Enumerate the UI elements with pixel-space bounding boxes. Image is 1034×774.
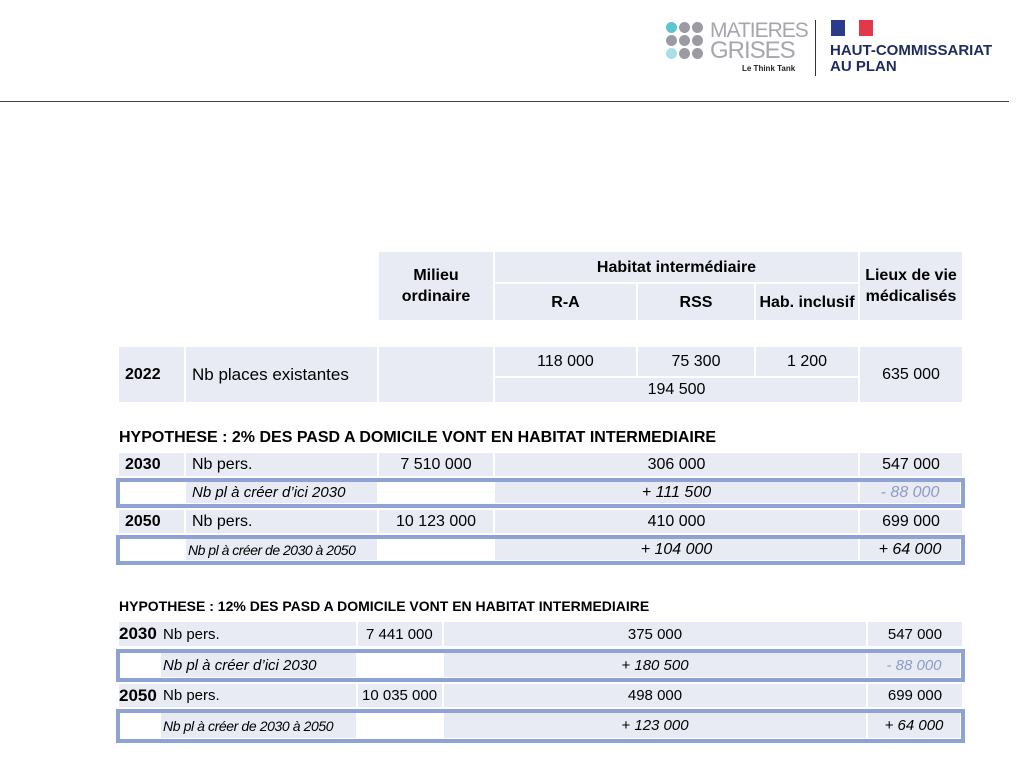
hyp2-2050-lieux: 699 000 [868,684,962,707]
hyp1-2030-lieux: 547 000 [860,453,962,476]
matieres-grises-logo [664,19,808,76]
header-rule [0,101,1009,102]
hyp1-2030-hab: 306 000 [495,453,858,476]
col-header-lieux: Lieux de vie médicalisés [860,252,962,320]
hyp2-2030-year: 2030 [119,622,161,646]
hyp1-create2030-label: Nb pl à créer d’ici 2030 [186,482,377,503]
hyp2-create2030-hab: + 180 500 [444,653,866,677]
hcp-line2: AU PLAN [830,58,897,75]
col-header-rss: RSS [638,284,754,320]
hyp2-title: HYPOTHESE : 12% DES PASD A DOMICILE VONT EN HABITAT INTERMEDIAIRE [119,598,650,614]
hyp1-create2030-lieux: - 88 000 [860,482,960,503]
hyp1-create2050-lieux: + 64 000 [860,539,960,560]
hyp2-create2030-lieux: - 88 000 [868,653,960,677]
hyp2-create2030-milieu [358,653,442,677]
hyp2-2030-lieux: 547 000 [868,622,962,646]
republique-francaise-flag-icon [831,20,873,36]
hyp1-create2050-year [121,539,184,560]
hyp2-2050-year: 2050 [119,684,161,707]
hyp2-2030-hab: 375 000 [444,622,866,646]
col-header-habitat: Habitat intermédiaire [495,252,858,282]
hyp2-create2050-milieu [358,713,442,738]
hyp1-create2050-milieu [379,539,493,560]
hyp1-2030-label: Nb pers. [186,453,377,476]
hyp2-create2050-year [121,713,161,738]
hyp2-create2050-label: Nb pl à créer de 2030 à 2050 [161,713,356,738]
hyp1-2050-label: Nb pers. [186,510,377,533]
hyp1-create2030-milieu [379,482,493,503]
hyp1-create2030-hab: + 111 500 [495,482,858,503]
row-2022-label: Nb places existantes [186,347,377,402]
hyp2-2030-label: Nb pers. [161,622,356,646]
hyp2-create2030-year [121,653,161,677]
mg-logo-line1: MATIERES [710,19,808,42]
hyp2-create2030-label: Nb pl à créer d’ici 2030 [161,653,356,677]
row-2022-milieu [379,347,493,402]
hyp2-create2050-hab: + 123 000 [444,713,866,738]
col-header-ra: R-A [495,284,636,320]
hyp1-2050-lieux: 699 000 [860,510,962,533]
hyp1-create2030-year [121,482,184,503]
row-2022-incl: 1 200 [756,347,858,376]
hyp2-create2050-lieux: + 64 000 [868,713,960,738]
hyp2-2030-milieu: 7 441 000 [358,622,442,646]
mg-logo-sub: Le Think Tank [742,64,796,73]
hyp2-2050-hab: 498 000 [444,684,866,707]
row-2022-year: 2022 [119,347,184,402]
col-header-hab-inclusif: Hab. inclusif [756,284,858,320]
hyp1-title: HYPOTHESE : 2% DES PASD A DOMICILE VONT EN HABITAT INTERMEDIAIRE [119,429,717,446]
hyp1-2050-milieu: 10 123 000 [379,510,493,533]
hyp1-create2050-hab: + 104 000 [495,539,858,560]
hyp1-create2050-label: Nb pl à créer de 2030 à 2050 [186,539,377,560]
hyp1-2050-year: 2050 [119,510,184,533]
row-2022-rss: 75 300 [638,347,754,376]
logo-divider [815,20,816,76]
hyp2-2050-label: Nb pers. [161,684,356,707]
hyp1-2030-milieu: 7 510 000 [379,453,493,476]
row-2022-ra: 118 000 [495,347,636,376]
hcp-line1: HAUT-COMMISSARIAT [830,42,993,59]
hyp2-2050-milieu: 10 035 000 [358,684,442,707]
hyp1-2050-hab: 410 000 [495,510,858,533]
row-2022-hab-total: 194 500 [495,378,858,402]
row-2022-lieux: 635 000 [860,347,962,402]
hyp1-2030-year: 2030 [119,453,184,476]
mg-logo-line2: GRISES [710,37,795,64]
col-header-milieu: Milieu ordinaire [379,252,493,320]
